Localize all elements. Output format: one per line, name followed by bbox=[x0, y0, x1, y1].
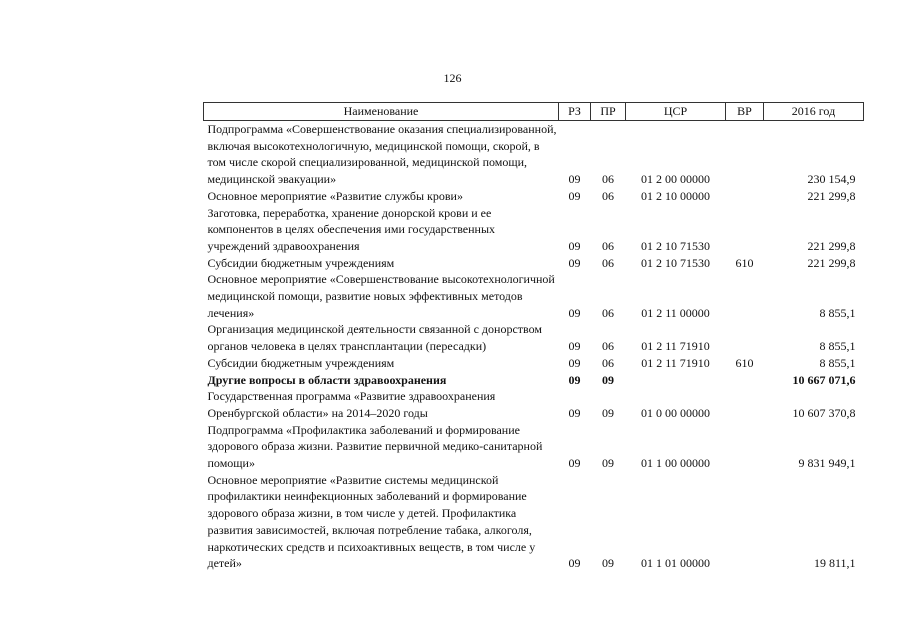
row-amount: 221 299,8 bbox=[807, 255, 856, 270]
row-csr bbox=[626, 372, 726, 389]
row-name: Субсидии бюджетным учреждениям bbox=[207, 355, 395, 370]
header-vr: ВР bbox=[726, 103, 764, 121]
row-rz: 09 bbox=[568, 456, 581, 471]
table-row bbox=[204, 321, 864, 354]
row-name: Заготовка, переработка, хранение донорской крови и ее компонентов в целях обеспечения ими государственных учреждений здравоохранения bbox=[207, 205, 496, 253]
row-rz: 09 bbox=[568, 238, 581, 253]
row-vr: 610 bbox=[735, 255, 754, 270]
row-rz: 09 bbox=[568, 405, 581, 420]
header-csr: ЦСР bbox=[626, 103, 726, 121]
table-row bbox=[204, 422, 864, 472]
row-pr: 09 bbox=[602, 456, 614, 471]
row-pr: 09 bbox=[602, 556, 614, 571]
row-vr: 610 bbox=[735, 355, 754, 370]
row-csr: 01 2 10 00000 bbox=[641, 188, 710, 203]
header-pr: ПР bbox=[591, 103, 626, 121]
header-rz: РЗ bbox=[559, 103, 591, 121]
row-csr: 01 2 11 00000 bbox=[641, 305, 710, 320]
row-vr bbox=[726, 321, 764, 354]
row-amount: 10 607 370,8 bbox=[792, 405, 856, 420]
row-csr: 01 1 00 00000 bbox=[641, 456, 710, 471]
row-amount: 8 855,1 bbox=[819, 339, 856, 354]
table-row bbox=[204, 188, 864, 205]
table-row bbox=[204, 255, 864, 272]
row-vr bbox=[726, 188, 764, 205]
row-pr: 06 bbox=[602, 339, 614, 354]
table-row bbox=[204, 388, 864, 421]
row-csr: 01 2 11 71910 bbox=[641, 355, 710, 370]
row-pr: 06 bbox=[602, 238, 614, 253]
row-vr bbox=[726, 121, 764, 188]
row-name: Государственная программа «Развитие здравоохранения Оренбургской области» на 2014–2020 годы bbox=[207, 389, 496, 420]
table-header-row bbox=[204, 103, 864, 121]
row-name: Организация медицинской деятельности связанной с донорством органов человека в целях трансплантации (пересадки) bbox=[207, 322, 542, 354]
row-vr bbox=[726, 388, 764, 421]
table-row bbox=[204, 271, 864, 321]
row-amount: 19 811,1 bbox=[813, 556, 856, 571]
budget-table bbox=[203, 102, 864, 572]
row-amount: 10 667 071,6 bbox=[792, 372, 856, 387]
row-name: Основное мероприятие «Совершенствование высокотехнологичной медицинской помощи, развитие новых эффективных методов лечения» bbox=[207, 272, 555, 320]
row-pr: 06 bbox=[602, 355, 614, 370]
row-pr: 09 bbox=[602, 405, 614, 420]
row-csr: 01 2 10 71530 bbox=[641, 238, 710, 253]
row-rz: 09 bbox=[568, 172, 581, 187]
row-pr: 06 bbox=[602, 172, 614, 187]
row-rz: 09 bbox=[568, 305, 581, 320]
row-name: Подпрограмма «Профилактика заболеваний и формирование здорового образа жизни. Развитие первичной медико-санитарной помощи» bbox=[207, 422, 543, 471]
row-rz: 09 bbox=[568, 188, 581, 203]
row-csr: 01 1 01 00000 bbox=[641, 556, 710, 571]
row-rz: 09 bbox=[568, 339, 581, 354]
table-row-section-total bbox=[204, 372, 864, 389]
row-rz: 09 bbox=[568, 355, 581, 370]
table-row bbox=[204, 121, 864, 188]
row-vr bbox=[726, 372, 764, 389]
row-amount: 230 154,9 bbox=[807, 172, 856, 187]
row-csr: 01 0 00 00000 bbox=[641, 405, 710, 420]
row-amount: 8 855,1 bbox=[819, 355, 856, 370]
page-number: 126 bbox=[443, 71, 462, 85]
row-name: Основное мероприятие «Развитие службы крови» bbox=[207, 188, 463, 203]
row-csr: 01 2 00 00000 bbox=[641, 172, 710, 187]
table-row bbox=[204, 205, 864, 255]
row-rz: 09 bbox=[568, 556, 581, 571]
table-row bbox=[204, 355, 864, 372]
row-pr: 06 bbox=[602, 188, 614, 203]
row-name: Основное мероприятие «Развитие системы медицинской профилактики неинфекционных заболеваний и формирование здорового образа жизни, в том числе у детей. Профилактика развития зависимостей, включая потребление табака, алкоголя, наркотических средств и психоактивных веществ, в том числе у детей» bbox=[207, 472, 536, 571]
row-rz: 09 bbox=[568, 372, 581, 387]
row-amount: 9 831 949,1 bbox=[798, 456, 856, 471]
row-csr: 01 2 10 71530 bbox=[641, 255, 710, 270]
row-amount: 8 855,1 bbox=[819, 305, 856, 320]
header-name: Наименование bbox=[204, 103, 559, 121]
row-name: Субсидии бюджетным учреждениям bbox=[207, 255, 395, 270]
row-vr bbox=[726, 205, 764, 255]
row-csr: 01 2 11 71910 bbox=[641, 339, 710, 354]
row-amount: 221 299,8 bbox=[807, 188, 856, 203]
row-pr: 09 bbox=[602, 372, 614, 387]
row-name: Подпрограмма «Совершенствование оказания специализированной, включая высокотехнологичную, медицинской помощи, скорой, в том числе скорой специализированной, медицинской помощи, медицинской эвакуации» bbox=[207, 122, 557, 187]
row-vr bbox=[726, 271, 764, 321]
table-row bbox=[204, 472, 864, 572]
row-name: Другие вопросы в области здравоохранения bbox=[207, 372, 447, 387]
row-amount: 221 299,8 bbox=[807, 238, 856, 253]
row-vr bbox=[726, 422, 764, 472]
row-vr bbox=[726, 472, 764, 572]
row-pr: 06 bbox=[602, 255, 614, 270]
row-rz: 09 bbox=[568, 255, 581, 270]
header-year: 2016 год bbox=[764, 103, 864, 121]
row-pr: 06 bbox=[602, 305, 614, 320]
